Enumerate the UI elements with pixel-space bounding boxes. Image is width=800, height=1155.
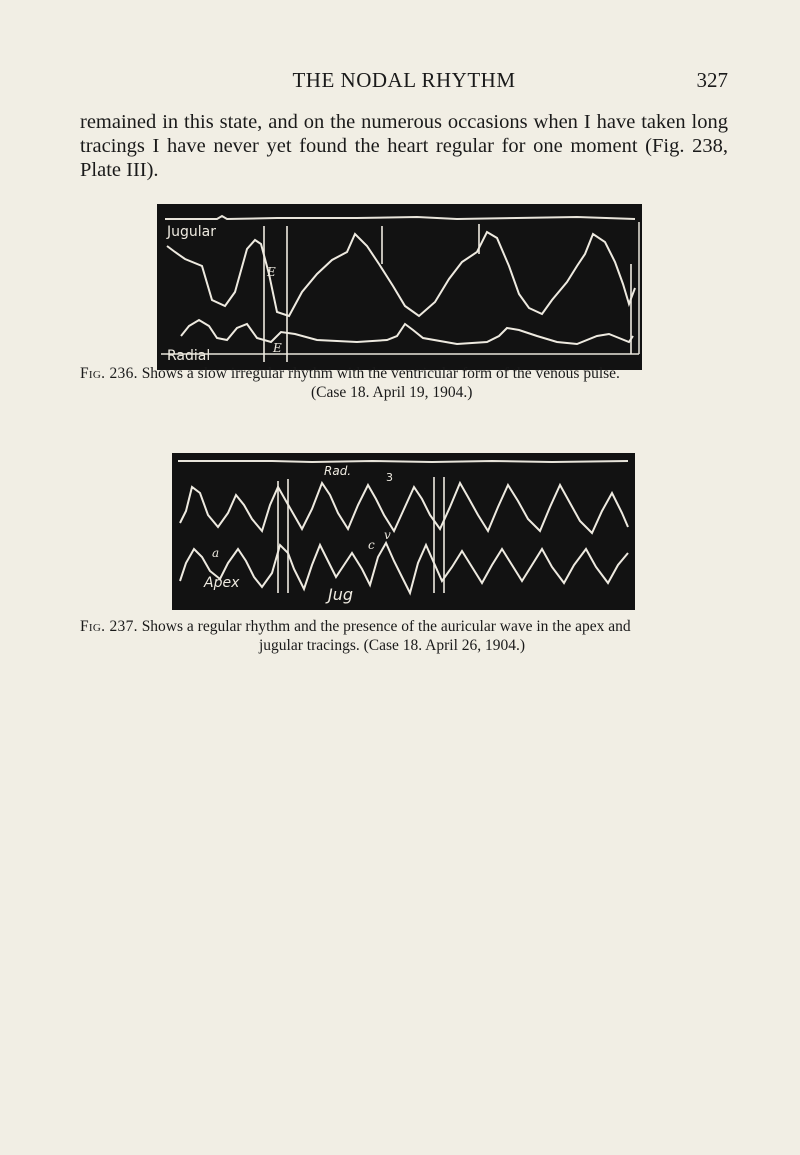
body-paragraph: remained in this state, and on the numerous occasions when I have taken long tracings I have never yet found the heart regular for one moment (Fig. 238, Plate III).: [80, 111, 728, 181]
e-mark-upper: E: [267, 265, 276, 279]
figure-236-tracing: [157, 204, 642, 370]
figure-237-caption-line1: Shows a regular rhythm and the presence of the auricular wave in the apex and: [141, 618, 631, 635]
apex-label: Apex: [204, 575, 240, 591]
three-mark: 3: [386, 471, 393, 484]
figure-236-caption: [80, 364, 730, 402]
radial-label: Radial: [167, 348, 211, 364]
figure-237-tracing: [172, 453, 635, 610]
v-wave-label: v: [384, 528, 391, 542]
figure-237-caption-line2: jugular tracings. (Case 18. April 26, 1904.): [259, 637, 526, 654]
figure-237-caption: [80, 617, 730, 655]
rad-label: Rad.: [324, 464, 352, 478]
figure-236-caption-line2: (Case 18. April 19, 1904.): [311, 384, 473, 401]
e-mark-lower: E: [273, 341, 282, 355]
jugular-label: Jugular: [167, 224, 216, 240]
figure-237-label: Fig. 237.: [80, 618, 138, 635]
page-header: [80, 68, 728, 98]
jug-label: Jug: [328, 585, 354, 604]
c-wave-label: c: [368, 538, 375, 552]
a-wave-label: a: [212, 546, 220, 560]
figure-236-label: Fig. 236.: [80, 365, 138, 382]
page-number: 327: [696, 68, 728, 92]
running-title: THE NODAL RHYTHM: [292, 68, 516, 92]
figure-236-caption-line1: Shows a slow irregular rhythm with the ventricular form of the venous pulse.: [141, 365, 620, 382]
